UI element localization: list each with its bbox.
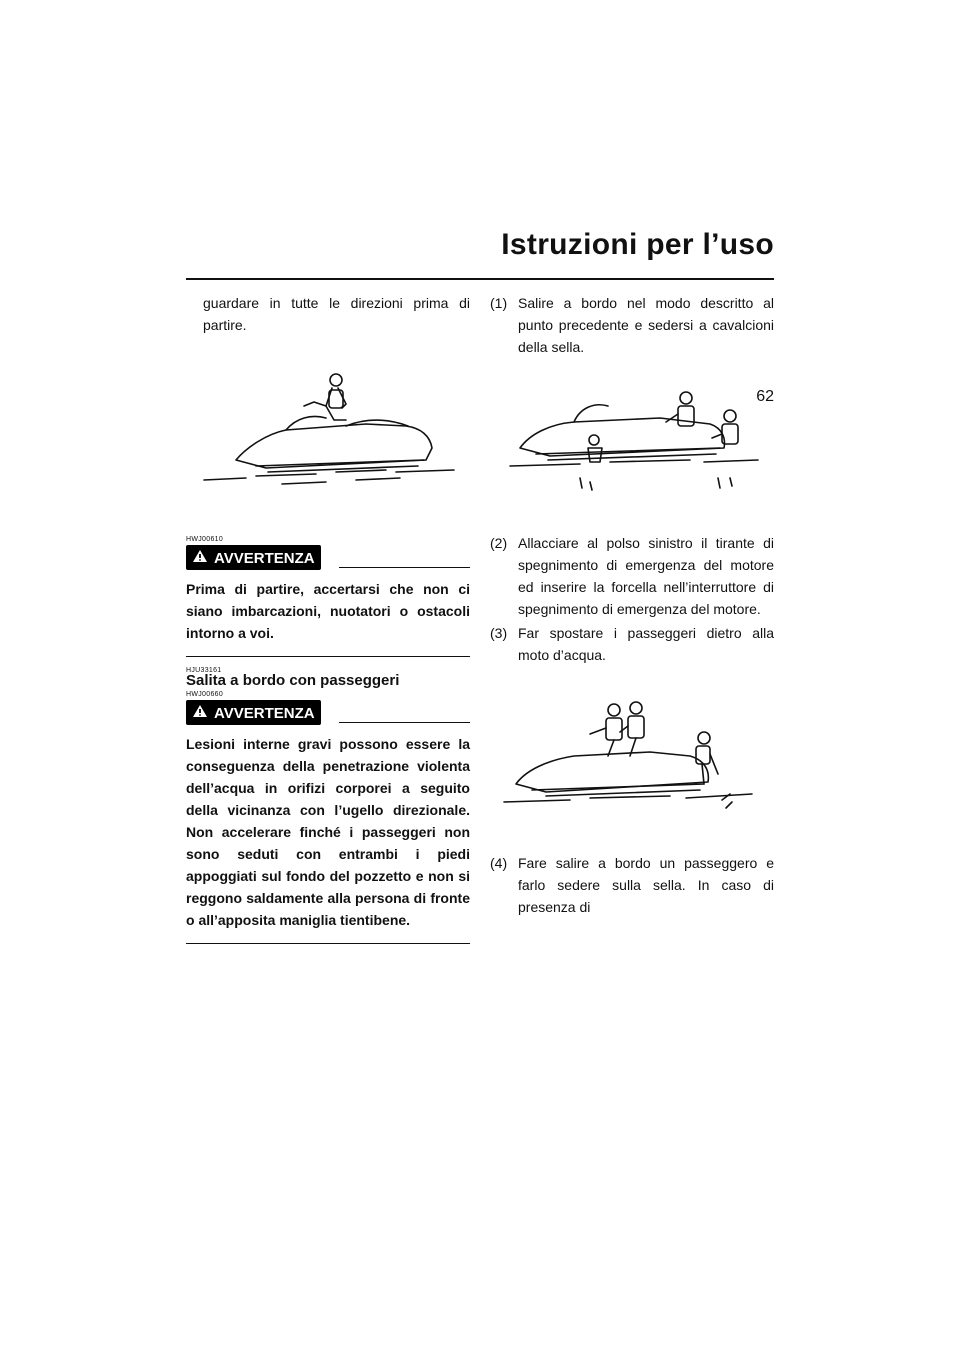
warning-triangle-icon	[192, 704, 208, 722]
step-1	[490, 292, 774, 358]
warning2-header	[186, 700, 470, 725]
step-2	[490, 532, 774, 620]
step-text: Far spostare i passeggeri dietro alla moto d’acqua.	[518, 625, 774, 663]
intro-text: guardare in tutte le direzioni prima di partire.	[203, 295, 470, 333]
warning2-code: HWJ00660	[186, 691, 224, 698]
warning1-header	[186, 545, 470, 570]
warning1-code: HWJ00610	[186, 536, 224, 543]
section-code: HJU33161	[186, 667, 222, 674]
step-4	[490, 852, 774, 918]
step-text: Allacciare al polso sinistro il tirante di spegnimento di emergenza del motore ed inserire la forcella nell’interruttore di spegnimento di emergenza del motore.	[518, 535, 774, 617]
step-number: (3)	[490, 625, 508, 641]
page-header-title: Istruzioni per l’uso	[501, 228, 774, 261]
warning1-label: AVVERTENZA	[214, 549, 315, 567]
warning2-badge	[186, 700, 321, 725]
warning-triangle-icon	[192, 549, 208, 567]
step-number: (4)	[490, 855, 508, 871]
step-number: (2)	[490, 535, 508, 551]
figure-boarding-passengers-water	[490, 378, 774, 496]
header-rule	[186, 278, 774, 280]
warning2-label: AVVERTENZA	[214, 704, 315, 722]
warning2-text: Lesioni interne gravi possono essere la conseguenza della penetrazione violenta dell’acqua in orifizi corporei a seguito della vicinanza con l’ugello direzionale. Non accelerare finché i passeggeri non sono seduti con entrambi i piedi appoggiati sul fondo del pozzetto e non si reggono saldamente alla persona di fronte o all’apposita maniglia tientibene.	[186, 736, 470, 928]
figure-rider-looking	[186, 348, 470, 498]
step-number: (1)	[490, 295, 508, 311]
step-text: Salire a bordo nel modo descritto al punto precedente e sedersi a cavalcioni della sella.	[518, 295, 774, 355]
left-column	[186, 292, 470, 944]
right-column	[490, 292, 774, 918]
step-3	[490, 622, 774, 666]
figure-passengers-behind	[490, 694, 774, 824]
page-number: 62	[756, 388, 774, 405]
step-text: Fare salire a bordo un passeggero e farlo sedere sulla sella. In caso di presenza di	[518, 855, 774, 915]
warning1-badge	[186, 545, 321, 570]
warning1-text: Prima di partire, accertarsi che non ci siano imbarcazioni, nuotatori o ostacoli intorno a voi.	[186, 581, 470, 641]
section-title: Salita a bordo con passeggeri	[186, 672, 400, 689]
